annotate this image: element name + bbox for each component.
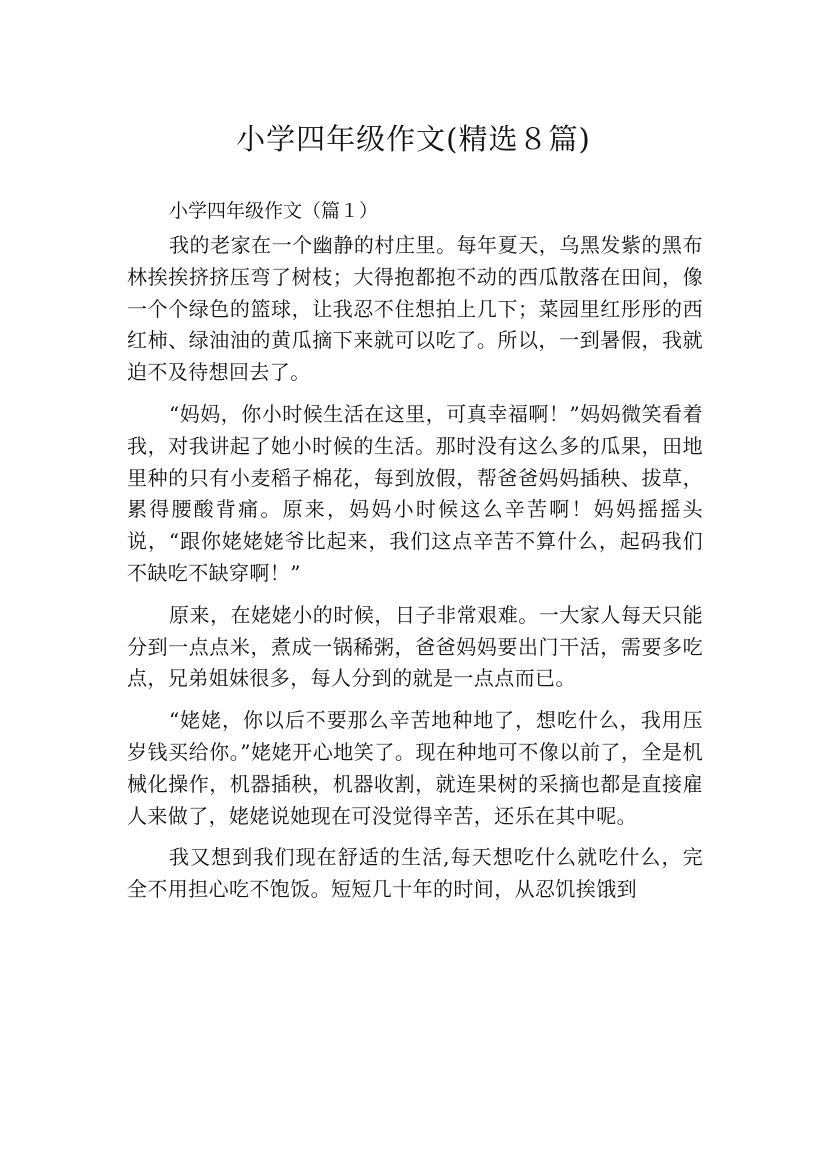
- document-body: [127, 196, 703, 916]
- paragraph-3: 原来，在姥姥小的时候，日子非常艰难。一大家人每天只能分到一点点米，煮成一锅稀粥，爸爸妈妈要出门干活，需要多吃点，兄弟姐妹很多，每人分到的就是一点点而已。: [127, 602, 703, 691]
- paragraph-2: “妈妈，你小时候生活在这里，可真幸福啊！”妈妈微笑看着我，对我讲起了她小时候的生活。那时没有这么多的瓜果，田地里种的只有小麦稻子棉花，每到放假，帮爸爸妈妈插秧、拔草，累得腰酸背痛。原来，妈妈小时候这么辛苦啊！妈妈摇摇头说，“跟你姥姥姥爷比起来，我们这点辛苦不算什么，起码我们不缺吃不缺穿啊！”: [127, 401, 703, 585]
- paragraph-1: 我的老家在一个幽静的村庄里。每年夏天，乌黑发紫的黑布林挨挨挤挤压弯了树枝；大得抱都抱不动的西瓜散落在田间，像一个个绿色的篮球，让我忍不住想拍上几下；菜园里红彤彤的西红柿、绿油油的黄瓜摘下来就可以吃了。所以，一到暑假，我就迫不及待想回去了。: [127, 233, 703, 385]
- paragraph-4: “姥姥，你以后不要那么辛苦地种地了，想吃什么，我用压岁钱买给你。”姥姥开心地笑了。现在种地可不像以前了，全是机械化操作，机器插秧，机器收割，就连果树的采摘也都是直接雇人来做了，姥姥说她现在可没觉得辛苦，还乐在其中呢。: [127, 708, 703, 828]
- document-title: 小学四年级作文(精选８篇): [236, 122, 591, 157]
- section-heading: 小学四年级作文（篇１）: [169, 200, 379, 222]
- paragraph-5: 我又想到我们现在舒适的生活,每天想吃什么就吃什么，完全不用担心吃不饱饭。短短几十年的时间，从忍饥挨饿到: [127, 845, 703, 902]
